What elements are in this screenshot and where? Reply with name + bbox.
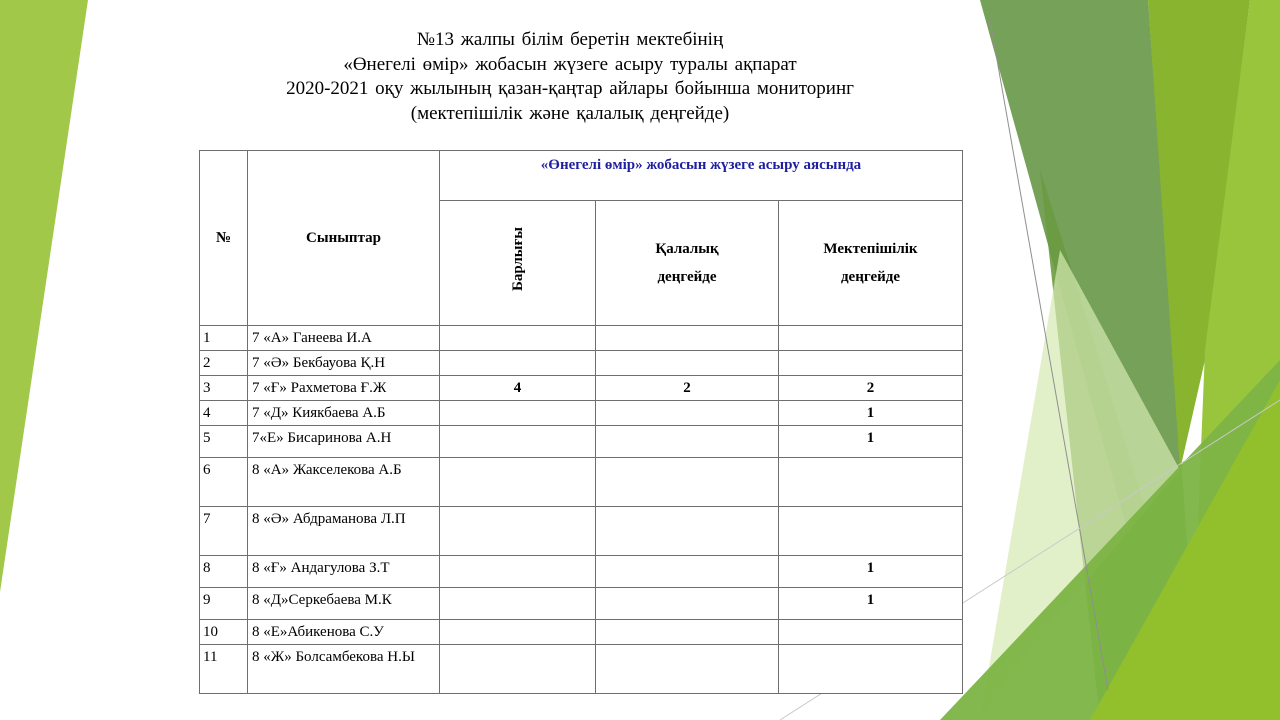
row-city-level — [596, 426, 779, 458]
row-number: 2 — [200, 351, 248, 376]
row-total: 4 — [440, 376, 596, 401]
document-title — [0, 28, 1140, 126]
header-number: № — [200, 151, 248, 326]
row-city-level — [596, 556, 779, 588]
header-row-1 — [200, 151, 963, 201]
title-line-3: 2020-2021 оқу жылының қазан-қаңтар айлары бойынша мониторинг — [286, 78, 854, 99]
table-row — [200, 401, 963, 426]
header-total — [440, 201, 596, 326]
header-classes: Сыныптар — [248, 151, 440, 326]
row-school-level — [779, 351, 963, 376]
header-school — [779, 201, 963, 326]
row-school-level — [779, 620, 963, 645]
row-school-level — [779, 326, 963, 351]
row-total — [440, 507, 596, 556]
row-school-level — [779, 645, 963, 694]
row-number: 4 — [200, 401, 248, 426]
row-total — [440, 351, 596, 376]
row-school-level: 2 — [779, 376, 963, 401]
row-class-teacher: 7 «Ә» Бекбауова Қ.Н — [248, 351, 440, 376]
row-number: 10 — [200, 620, 248, 645]
row-city-level — [596, 351, 779, 376]
table-row — [200, 556, 963, 588]
row-number: 3 — [200, 376, 248, 401]
row-school-level: 1 — [779, 426, 963, 458]
row-number: 11 — [200, 645, 248, 694]
row-number: 5 — [200, 426, 248, 458]
row-class-teacher: 8 «Ж» Болсамбекова Н.Ы — [248, 645, 440, 694]
row-total — [440, 401, 596, 426]
table-row — [200, 351, 963, 376]
row-city-level — [596, 588, 779, 620]
row-school-level: 1 — [779, 588, 963, 620]
title-line-1: №13 жалпы білім беретін мектебінің — [416, 29, 724, 50]
table-row — [200, 376, 963, 401]
table-row — [200, 426, 963, 458]
row-total — [440, 326, 596, 351]
row-city-level — [596, 458, 779, 507]
header-total-label: Барлығы — [509, 226, 526, 292]
row-school-level: 1 — [779, 401, 963, 426]
header-city — [596, 201, 779, 326]
row-total — [440, 588, 596, 620]
row-class-teacher: 7 «Ғ» Рахметова Ғ.Ж — [248, 376, 440, 401]
row-total — [440, 426, 596, 458]
row-school-level — [779, 458, 963, 507]
table-row — [200, 458, 963, 507]
row-total — [440, 556, 596, 588]
monitoring-table — [199, 150, 963, 694]
table-body — [200, 326, 963, 694]
row-school-level: 1 — [779, 556, 963, 588]
row-city-level — [596, 326, 779, 351]
row-total — [440, 620, 596, 645]
row-school-level — [779, 507, 963, 556]
row-city-level: 2 — [596, 376, 779, 401]
row-class-teacher: 8 «Е»Абикенова С.У — [248, 620, 440, 645]
row-number: 9 — [200, 588, 248, 620]
row-class-teacher: 8 «Ғ» Андагулова З.Т — [248, 556, 440, 588]
row-class-teacher: 8 «Ә» Абдраманова Л.П — [248, 507, 440, 556]
header-city-line1: Қалалық — [655, 241, 719, 257]
header-school-line1: Мектепішілік — [823, 241, 918, 257]
table-row — [200, 326, 963, 351]
table-row — [200, 588, 963, 620]
row-class-teacher: 8 «Д»Серкебаева М.К — [248, 588, 440, 620]
row-class-teacher: 7«Е» Бисаринова А.Н — [248, 426, 440, 458]
title-line-2: «Өнегелі өмір» жобасын жүзеге асыру туралы ақпарат — [343, 53, 797, 75]
table-row — [200, 645, 963, 694]
row-number: 1 — [200, 326, 248, 351]
header-group: «Өнегелі өмір» жобасын жүзеге асыру аясында — [440, 151, 963, 201]
row-number: 6 — [200, 458, 248, 507]
row-total — [440, 645, 596, 694]
row-number: 8 — [200, 556, 248, 588]
row-city-level — [596, 507, 779, 556]
row-total — [440, 458, 596, 507]
row-class-teacher: 7 «Д» Киякбаева А.Б — [248, 401, 440, 426]
title-line-4: (мектепішілік және қалалық деңгейде) — [410, 102, 730, 124]
header-city-line2: деңгейде — [657, 269, 717, 285]
table-row — [200, 507, 963, 556]
row-class-teacher: 7 «А» Ганеева И.А — [248, 326, 440, 351]
row-city-level — [596, 645, 779, 694]
row-number: 7 — [200, 507, 248, 556]
header-school-line2: деңгейде — [840, 269, 901, 285]
table-row — [200, 620, 963, 645]
row-class-teacher: 8 «А» Жакселекова А.Б — [248, 458, 440, 507]
row-city-level — [596, 401, 779, 426]
row-city-level — [596, 620, 779, 645]
